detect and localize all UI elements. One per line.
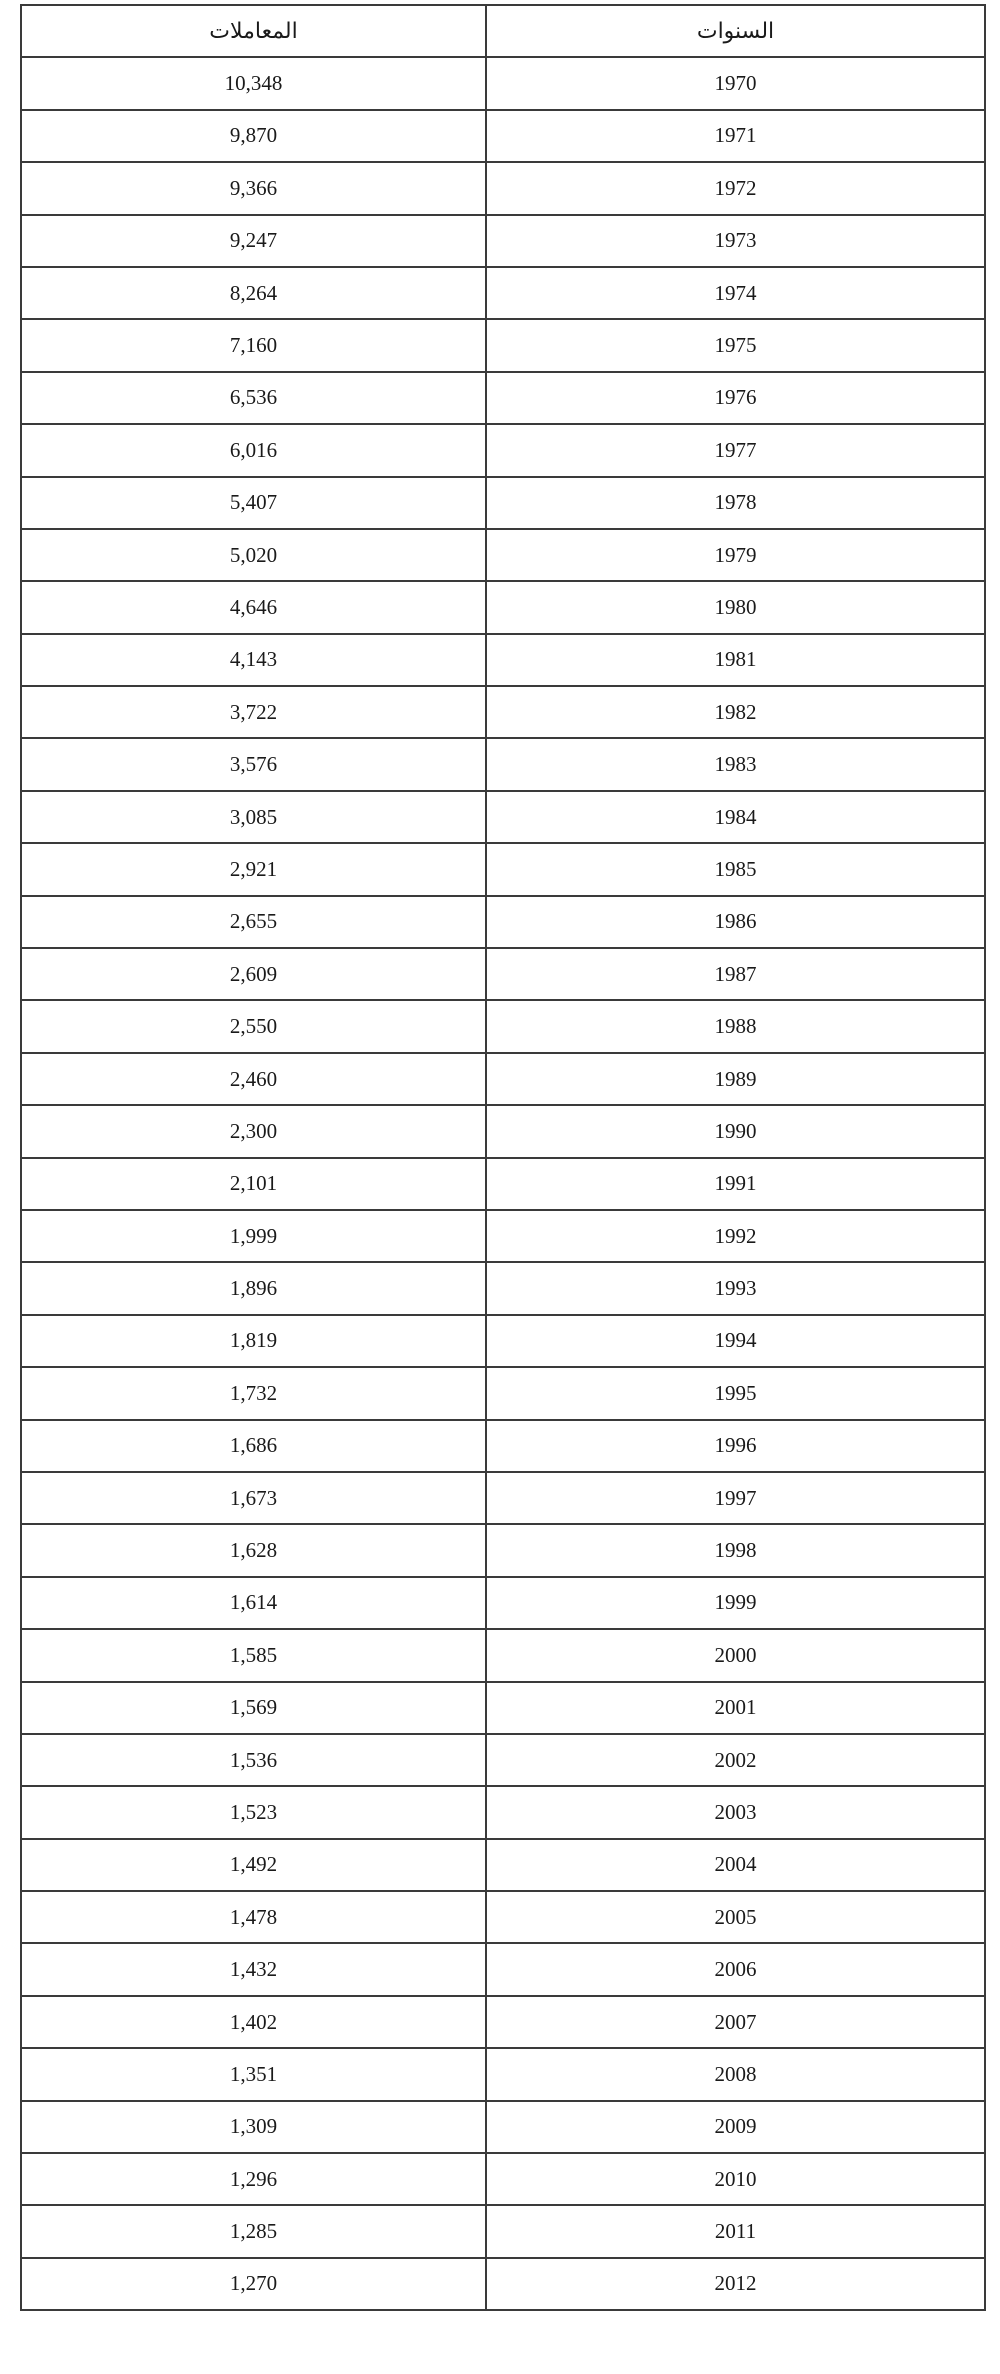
table-row [21, 1943, 985, 1995]
transactions-cell: 1,402 [21, 1996, 486, 2048]
year-cell: 1998 [486, 1524, 985, 1576]
header-transactions: المعاملات [21, 5, 486, 57]
transactions-cell: 6,016 [21, 424, 486, 476]
table-row [21, 2205, 985, 2257]
transactions-cell: 1,673 [21, 1472, 486, 1524]
transactions-cell: 9,870 [21, 110, 486, 162]
transactions-cell: 2,101 [21, 1158, 486, 1210]
year-cell: 1995 [486, 1367, 985, 1419]
table-row [21, 1158, 985, 1210]
year-cell: 1980 [486, 581, 985, 633]
transactions-cell: 2,550 [21, 1000, 486, 1052]
table-row [21, 1629, 985, 1681]
data-table-container [20, 4, 984, 2311]
year-cell: 1991 [486, 1158, 985, 1210]
transactions-cell: 1,732 [21, 1367, 486, 1419]
year-cell: 2006 [486, 1943, 985, 1995]
table-row [21, 738, 985, 790]
transactions-cell: 1,896 [21, 1262, 486, 1314]
transactions-cell: 2,921 [21, 843, 486, 895]
table-row [21, 424, 985, 476]
table-row [21, 791, 985, 843]
transactions-cell: 2,609 [21, 948, 486, 1000]
transactions-cell: 1,492 [21, 1839, 486, 1891]
table-row [21, 1367, 985, 1419]
year-cell: 1983 [486, 738, 985, 790]
transactions-cell: 1,819 [21, 1315, 486, 1367]
table-row [21, 634, 985, 686]
table-row [21, 372, 985, 424]
table-row [21, 267, 985, 319]
transactions-by-year-table [20, 4, 986, 2311]
year-cell: 1976 [486, 372, 985, 424]
transactions-cell: 3,576 [21, 738, 486, 790]
year-cell: 1994 [486, 1315, 985, 1367]
year-cell: 1972 [486, 162, 985, 214]
table-row [21, 162, 985, 214]
table-row [21, 581, 985, 633]
year-cell: 1986 [486, 896, 985, 948]
table-row [21, 896, 985, 948]
table-row [21, 2153, 985, 2205]
table-row [21, 1472, 985, 1524]
table-row [21, 319, 985, 371]
year-cell: 2005 [486, 1891, 985, 1943]
transactions-cell: 1,614 [21, 1577, 486, 1629]
transactions-cell: 1,569 [21, 1682, 486, 1734]
transactions-cell: 5,407 [21, 477, 486, 529]
table-row [21, 686, 985, 738]
year-cell: 1985 [486, 843, 985, 895]
year-cell: 2001 [486, 1682, 985, 1734]
transactions-cell: 6,536 [21, 372, 486, 424]
table-row [21, 1053, 985, 1105]
table-row [21, 2101, 985, 2153]
year-cell: 1989 [486, 1053, 985, 1105]
year-cell: 2010 [486, 2153, 985, 2205]
year-cell: 1982 [486, 686, 985, 738]
table-body [21, 57, 985, 2310]
transactions-cell: 1,351 [21, 2048, 486, 2100]
year-cell: 2000 [486, 1629, 985, 1681]
table-row [21, 1262, 985, 1314]
transactions-cell: 1,432 [21, 1943, 486, 1995]
year-cell: 1988 [486, 1000, 985, 1052]
year-cell: 2007 [486, 1996, 985, 2048]
transactions-cell: 1,296 [21, 2153, 486, 2205]
table-row [21, 1315, 985, 1367]
table-row [21, 1996, 985, 2048]
table-row [21, 477, 985, 529]
table-row [21, 1420, 985, 1472]
table-row [21, 1891, 985, 1943]
transactions-cell: 1,523 [21, 1786, 486, 1838]
table-row [21, 110, 985, 162]
year-cell: 1970 [486, 57, 985, 109]
year-cell: 1990 [486, 1105, 985, 1157]
year-cell: 2003 [486, 1786, 985, 1838]
year-cell: 2012 [486, 2258, 985, 2310]
year-cell: 1996 [486, 1420, 985, 1472]
table-row [21, 1000, 985, 1052]
transactions-cell: 1,628 [21, 1524, 486, 1576]
transactions-cell: 10,348 [21, 57, 486, 109]
header-years: السنوات [486, 5, 985, 57]
table-row [21, 529, 985, 581]
transactions-cell: 8,264 [21, 267, 486, 319]
year-cell: 2009 [486, 2101, 985, 2153]
transactions-cell: 2,655 [21, 896, 486, 948]
table-row [21, 1210, 985, 1262]
year-cell: 2002 [486, 1734, 985, 1786]
transactions-cell: 1,309 [21, 2101, 486, 2153]
year-cell: 1984 [486, 791, 985, 843]
year-cell: 1999 [486, 1577, 985, 1629]
year-cell: 2011 [486, 2205, 985, 2257]
table-row [21, 1839, 985, 1891]
transactions-cell: 1,270 [21, 2258, 486, 2310]
transactions-cell: 4,143 [21, 634, 486, 686]
table-row [21, 1734, 985, 1786]
table-row [21, 2258, 985, 2310]
year-cell: 1992 [486, 1210, 985, 1262]
transactions-cell: 5,020 [21, 529, 486, 581]
transactions-cell: 1,999 [21, 1210, 486, 1262]
table-row [21, 948, 985, 1000]
year-cell: 1978 [486, 477, 985, 529]
transactions-cell: 4,646 [21, 581, 486, 633]
year-cell: 1974 [486, 267, 985, 319]
table-row [21, 57, 985, 109]
year-cell: 1975 [486, 319, 985, 371]
table-row [21, 1105, 985, 1157]
year-cell: 1987 [486, 948, 985, 1000]
transactions-cell: 2,300 [21, 1105, 486, 1157]
table-row [21, 1524, 985, 1576]
table-header [21, 5, 985, 57]
header-row [21, 5, 985, 57]
transactions-cell: 1,686 [21, 1420, 486, 1472]
year-cell: 1997 [486, 1472, 985, 1524]
transactions-cell: 1,536 [21, 1734, 486, 1786]
transactions-cell: 7,160 [21, 319, 486, 371]
transactions-cell: 3,085 [21, 791, 486, 843]
year-cell: 1979 [486, 529, 985, 581]
table-row [21, 1682, 985, 1734]
year-cell: 2004 [486, 1839, 985, 1891]
table-row [21, 1577, 985, 1629]
transactions-cell: 1,285 [21, 2205, 486, 2257]
transactions-cell: 9,247 [21, 215, 486, 267]
table-row [21, 2048, 985, 2100]
year-cell: 2008 [486, 2048, 985, 2100]
transactions-cell: 9,366 [21, 162, 486, 214]
transactions-cell: 1,478 [21, 1891, 486, 1943]
transactions-cell: 1,585 [21, 1629, 486, 1681]
table-row [21, 843, 985, 895]
table-row [21, 1786, 985, 1838]
year-cell: 1993 [486, 1262, 985, 1314]
transactions-cell: 2,460 [21, 1053, 486, 1105]
year-cell: 1973 [486, 215, 985, 267]
year-cell: 1981 [486, 634, 985, 686]
transactions-cell: 3,722 [21, 686, 486, 738]
table-row [21, 215, 985, 267]
year-cell: 1971 [486, 110, 985, 162]
year-cell: 1977 [486, 424, 985, 476]
